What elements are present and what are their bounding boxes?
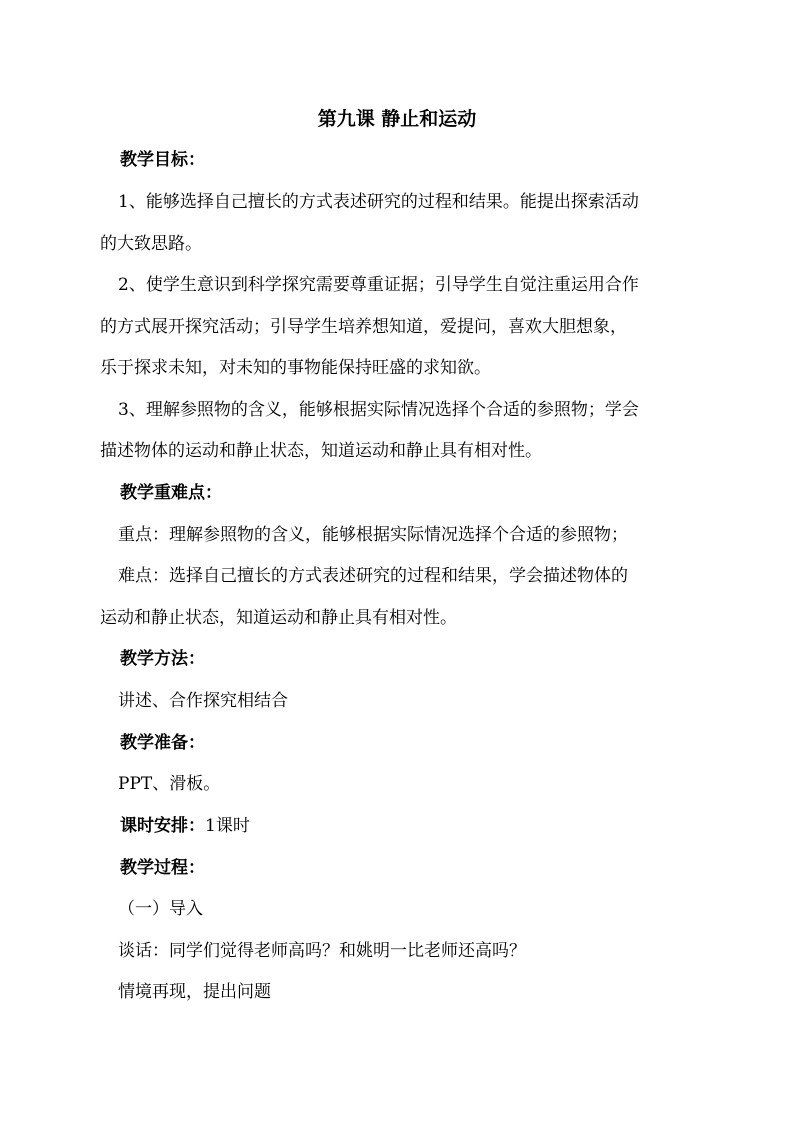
objective-1-line-2: 的大致思路。 <box>100 234 202 254</box>
key-point-focus: 重点：理解参照物的含义，能够根据实际情况选择个合适的参照物； <box>118 525 628 545</box>
schedule-text: 1课时 <box>205 816 250 836</box>
key-point-difficulty-line-1: 难点：选择自己擅长的方式表述研究的过程和结果，学会描述物体的 <box>118 566 628 586</box>
process-dialog: 谈话：同学们觉得老师高吗？和姚明一比老师还高吗？ <box>118 941 526 961</box>
objective-3-line-1: 3、理解参照物的含义，能够根据实际情况选择个合适的参照物；学会 <box>118 400 639 420</box>
process-heading: 教学过程： <box>120 858 205 878</box>
key-point-difficulty-line-2: 运动和静止状态，知道运动和静止具有相对性。 <box>100 608 457 628</box>
objective-1-line-1: 1、能够选择自己擅长的方式表述研究的过程和结果。能提出探索活动 <box>118 192 639 212</box>
lesson-title: 第九课 静止和运动 <box>317 108 477 130</box>
process-scene: 情境再现，提出问题 <box>118 982 271 1002</box>
process-section-1: （一）导入 <box>118 899 203 919</box>
method-text: 讲述、合作探究相结合 <box>118 691 288 711</box>
preparation-heading: 教学准备： <box>120 733 205 753</box>
schedule-line <box>120 814 250 838</box>
preparation-text: PPT、滑板。 <box>118 774 221 794</box>
objectives-heading: 教学目标： <box>120 150 205 170</box>
objective-2-line-2: 的方式展开探究活动；引导学生培养想知道，爱提问，喜欢大胆想象， <box>100 317 627 337</box>
schedule-heading: 课时安排： <box>120 816 205 836</box>
objective-3-line-2: 描述物体的运动和静止状态，知道运动和静止具有相对性。 <box>100 441 542 461</box>
method-heading: 教学方法： <box>120 649 205 669</box>
objective-2-line-3: 乐于探求未知，对未知的事物能保持旺盛的求知欲。 <box>100 358 491 378</box>
key-points-heading: 教学重难点： <box>120 483 222 503</box>
objective-2-line-1: 2、使学生意识到科学探究需要尊重证据；引导学生自觉注重运用合作 <box>118 275 639 295</box>
